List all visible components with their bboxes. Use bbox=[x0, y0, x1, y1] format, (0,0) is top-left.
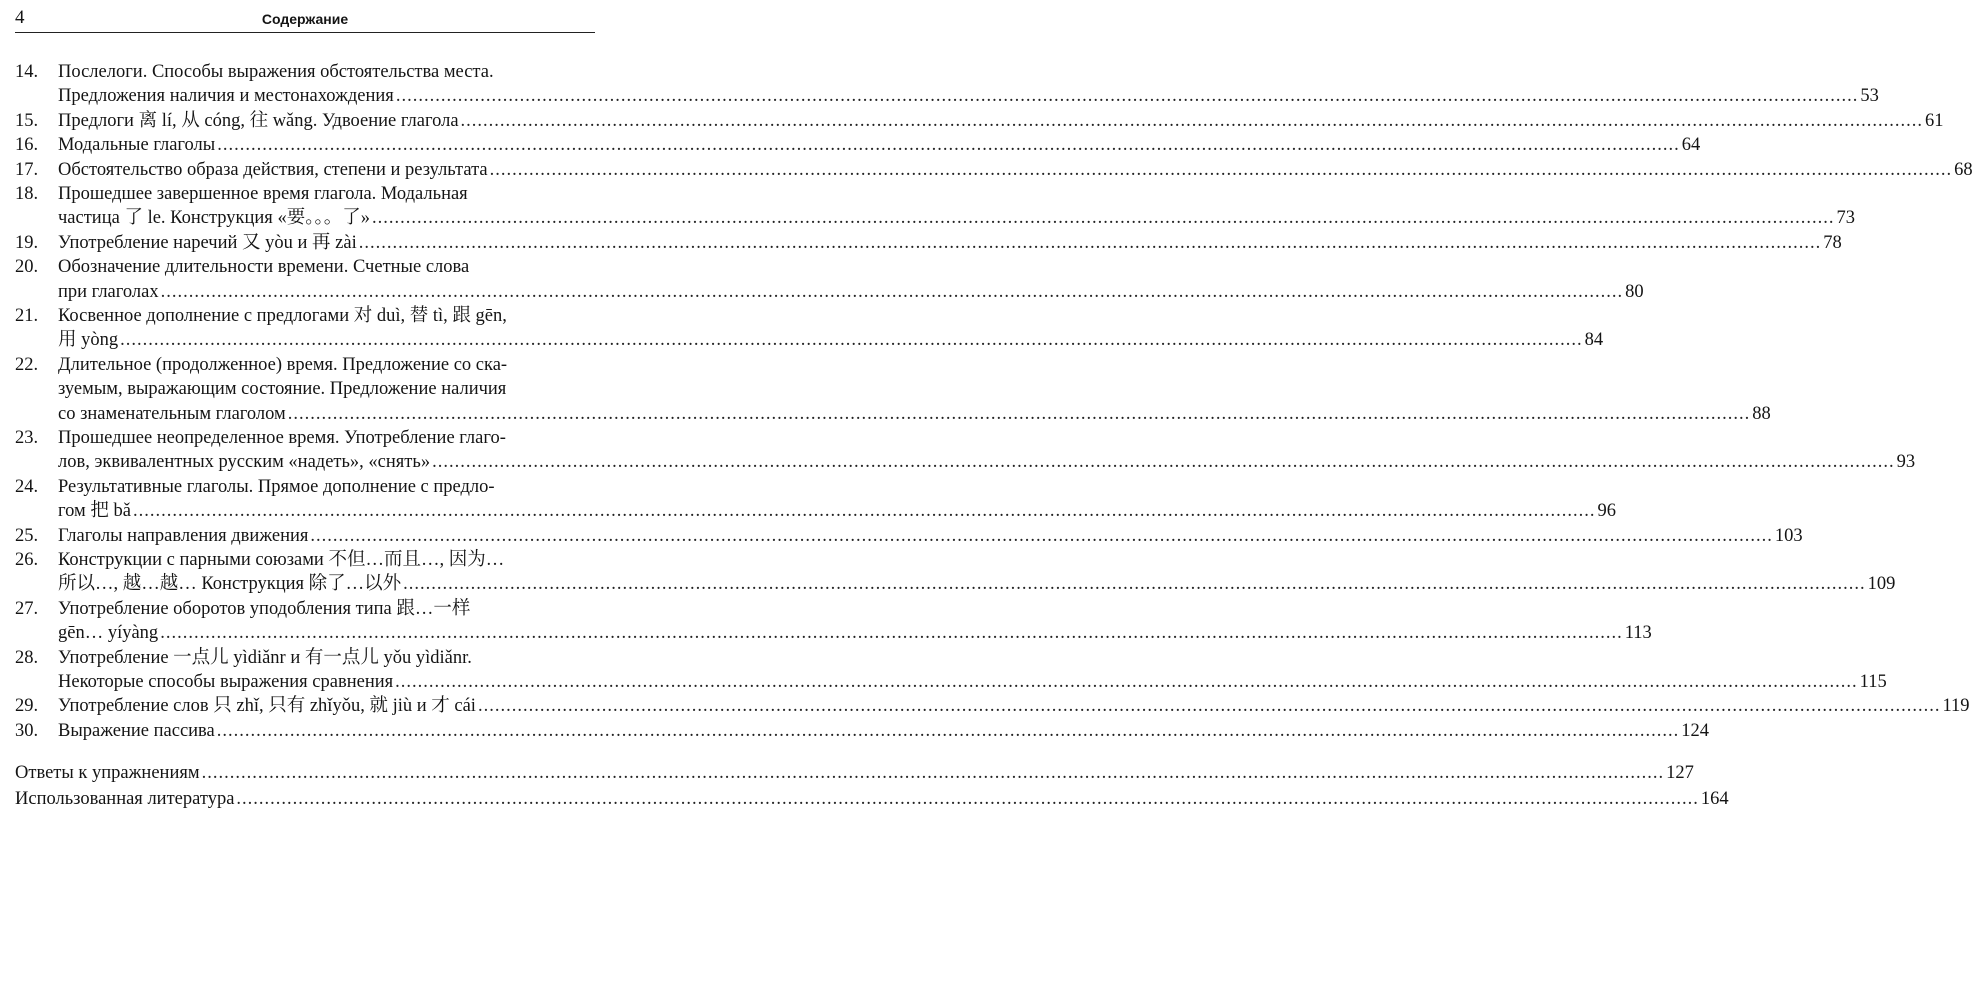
toc-line-with-page bbox=[58, 158, 1973, 182]
toc-line-with-page bbox=[58, 694, 1970, 718]
dot-leader: .................................................................................................................................................................................................................................................................... bbox=[403, 574, 1866, 595]
toc-line-text: Прошедшее неопределенное время. Употребление глаго- bbox=[58, 428, 506, 448]
toc-line-text: Длительное (продолженное) время. Предложение со ска- bbox=[58, 354, 508, 375]
dot-leader: .................................................................................................................................................................................................................................................................... bbox=[120, 330, 1583, 351]
toc-line-text: лов, эквивалентных русским «надеть», «снять» bbox=[58, 452, 431, 473]
toc-line-text: Выражение пассива bbox=[58, 720, 215, 741]
toc-line-text: Глаголы направления движения bbox=[58, 525, 309, 546]
toc-line-text: 所以…, 越…越… Конструкция 除了…以外 bbox=[58, 574, 402, 595]
toc-line-text: Использованная литература bbox=[15, 788, 235, 809]
toc-line-with-page bbox=[58, 450, 1916, 474]
toc-line-text: Предлоги 离 lí, 从 cóng, 往 wǎng. Удвоение глагола bbox=[58, 110, 459, 131]
toc-entry-number: 30. bbox=[15, 720, 39, 741]
toc-page-number: 73 bbox=[1836, 208, 1855, 229]
toc-line-with-page bbox=[58, 206, 1855, 230]
toc-entry-number: 17. bbox=[15, 159, 39, 180]
toc-line-with-page bbox=[15, 787, 1729, 811]
dot-leader: .................................................................................................................................................................................................................................................................... bbox=[216, 720, 1680, 741]
page-header bbox=[15, 6, 595, 33]
dot-leader: .................................................................................................................................................................................................................................................................... bbox=[432, 452, 1895, 473]
toc-page-number: 115 bbox=[1859, 672, 1887, 692]
toc-line-with-page bbox=[58, 84, 1879, 108]
toc-line-text: Модальные глаголы bbox=[58, 135, 216, 156]
dot-leader: .................................................................................................................................................................................................................................................................... bbox=[160, 281, 1624, 302]
toc-line-with-page bbox=[58, 499, 1616, 523]
running-title: Содержание bbox=[261, 11, 349, 27]
dot-leader: .................................................................................................................................................................................................................................................................... bbox=[395, 86, 1859, 107]
toc-entry-number: 27. bbox=[15, 598, 39, 619]
toc-entry-number: 25. bbox=[15, 525, 39, 546]
toc-entry-number: 26. bbox=[15, 550, 39, 570]
toc-line-text: Некоторые способы выражения сравнения bbox=[58, 672, 394, 692]
toc-line-text: Употребление наречий 又 yòu и 再 zài bbox=[58, 232, 357, 253]
toc-line-text: Употребление слов 只 zhǐ, 只有 zhǐyǒu, 就 jiù и 才 cái bbox=[58, 696, 476, 717]
toc-line-text: gēn… yíyàng bbox=[58, 623, 159, 644]
toc-line-with-page bbox=[58, 670, 1887, 694]
toc-entry-number: 15. bbox=[15, 110, 39, 131]
toc-entry-number: 28. bbox=[15, 647, 39, 668]
dot-leader: .................................................................................................................................................................................................................................................................... bbox=[310, 525, 1773, 546]
toc-page-number: 68 bbox=[1954, 159, 1973, 180]
toc-line-text: 用 yòng bbox=[58, 330, 119, 351]
toc-page-number: 96 bbox=[1597, 501, 1616, 522]
toc-entry-number: 14. bbox=[15, 62, 39, 82]
toc-line-text: Послелоги. Способы выражения обстоятельства места. bbox=[58, 62, 494, 82]
toc-line-with-page bbox=[58, 328, 1604, 352]
dot-leader: .................................................................................................................................................................................................................................................................... bbox=[371, 208, 1835, 229]
toc-page-number: 164 bbox=[1700, 788, 1729, 809]
toc-line-text: Ответы к упражнениям bbox=[15, 763, 200, 784]
toc-line-with-page bbox=[58, 719, 1710, 743]
dot-leader: .................................................................................................................................................................................................................................................................... bbox=[160, 623, 1623, 644]
dot-leader: .................................................................................................................................................................................................................................................................... bbox=[132, 501, 1596, 522]
toc-page-number: 64 bbox=[1681, 135, 1701, 156]
toc-line-with-page bbox=[58, 231, 1842, 255]
toc-entry-number: 18. bbox=[15, 184, 39, 204]
toc-line-with-page bbox=[58, 280, 1644, 304]
toc-entry-number: 16. bbox=[15, 135, 39, 156]
toc-entry-number: 23. bbox=[15, 428, 39, 448]
toc-line-text: Употребление 一点儿 yìdiǎnr и 有一点儿 yǒu yìdiǎnr. bbox=[58, 647, 472, 668]
toc-line-with-page bbox=[58, 402, 1771, 426]
toc-line-with-page bbox=[58, 572, 1896, 596]
toc-line-with-page bbox=[58, 621, 1652, 645]
toc-line-with-page bbox=[58, 133, 1701, 157]
toc-page-number: 61 bbox=[1925, 110, 1944, 131]
dot-leader: .................................................................................................................................................................................................................................................................... bbox=[236, 788, 1699, 809]
toc-page-number: 53 bbox=[1860, 86, 1879, 107]
toc-line-text: Косвенное дополнение с предлогами 对 duì, 替 tì, 跟 gēn, bbox=[58, 306, 507, 326]
toc-line-text: Конструкции с парными союзами 不但…而且…, 因为… bbox=[58, 550, 505, 570]
toc-line-text: Обозначение длительности времени. Счетные слова bbox=[58, 257, 470, 278]
toc-entry-number: 22. bbox=[15, 354, 39, 375]
toc-line-text: Результативные глаголы. Прямое дополнение с предло- bbox=[58, 476, 495, 497]
toc-line-with-page bbox=[15, 761, 1694, 785]
toc-entry-number: 19. bbox=[15, 232, 39, 253]
toc-page-number: 124 bbox=[1681, 720, 1710, 741]
dot-leader: .................................................................................................................................................................................................................................................................... bbox=[287, 403, 1751, 424]
toc-line-with-page bbox=[58, 524, 1803, 548]
dot-leader: .................................................................................................................................................................................................................................................................... bbox=[217, 135, 1680, 156]
toc-line-text: зуемым, выражающим состояние. Предложение наличия bbox=[58, 379, 507, 400]
toc-page-number: 80 bbox=[1625, 281, 1644, 302]
toc-page-number: 113 bbox=[1624, 623, 1652, 644]
toc-page-number: 78 bbox=[1823, 232, 1842, 253]
toc-line-text: Предложения наличия и местонахождения bbox=[58, 86, 394, 107]
toc-line-text: гом 把 bǎ bbox=[58, 501, 131, 522]
dot-leader: .................................................................................................................................................................................................................................................................... bbox=[489, 159, 1953, 180]
toc-page-number: 127 bbox=[1666, 763, 1694, 784]
toc-entry-number: 21. bbox=[15, 306, 39, 326]
toc-line-text: при глаголах bbox=[58, 281, 159, 302]
toc-entry-number: 20. bbox=[15, 257, 39, 278]
toc-entry-number: 24. bbox=[15, 476, 39, 497]
toc-page-number: 93 bbox=[1896, 452, 1916, 473]
toc-page-number: 103 bbox=[1774, 525, 1803, 546]
toc-line-with-page bbox=[58, 109, 1944, 133]
toc-line-text: Прошедшее завершенное время глагола. Модальная bbox=[58, 184, 468, 204]
toc-line-text: Обстоятельство образа действия, степени и результата bbox=[58, 159, 488, 180]
toc-page-number: 88 bbox=[1752, 403, 1771, 424]
toc-page-number: 119 bbox=[1942, 696, 1970, 717]
toc-line-text: Употребление оборотов уподобления типа 跟…一样 bbox=[58, 598, 471, 619]
toc-page-number: 84 bbox=[1584, 330, 1604, 351]
toc-page-number: 109 bbox=[1867, 574, 1896, 595]
toc-entry-number: 29. bbox=[15, 696, 39, 717]
dot-leader: .................................................................................................................................................................................................................................................................... bbox=[477, 696, 1941, 717]
page-number: 4 bbox=[15, 7, 25, 28]
dot-leader: .................................................................................................................................................................................................................................................................... bbox=[358, 232, 1822, 253]
toc-line-text: частица 了 le. Конструкция «要。。。了» bbox=[58, 208, 370, 229]
dot-leader: .................................................................................................................................................................................................................................................................... bbox=[395, 672, 1858, 692]
dot-leader: .................................................................................................................................................................................................................................................................... bbox=[201, 763, 1665, 784]
toc-line-text: со знаменательным глаголом bbox=[58, 403, 286, 424]
dot-leader: .................................................................................................................................................................................................................................................................... bbox=[460, 110, 1924, 131]
